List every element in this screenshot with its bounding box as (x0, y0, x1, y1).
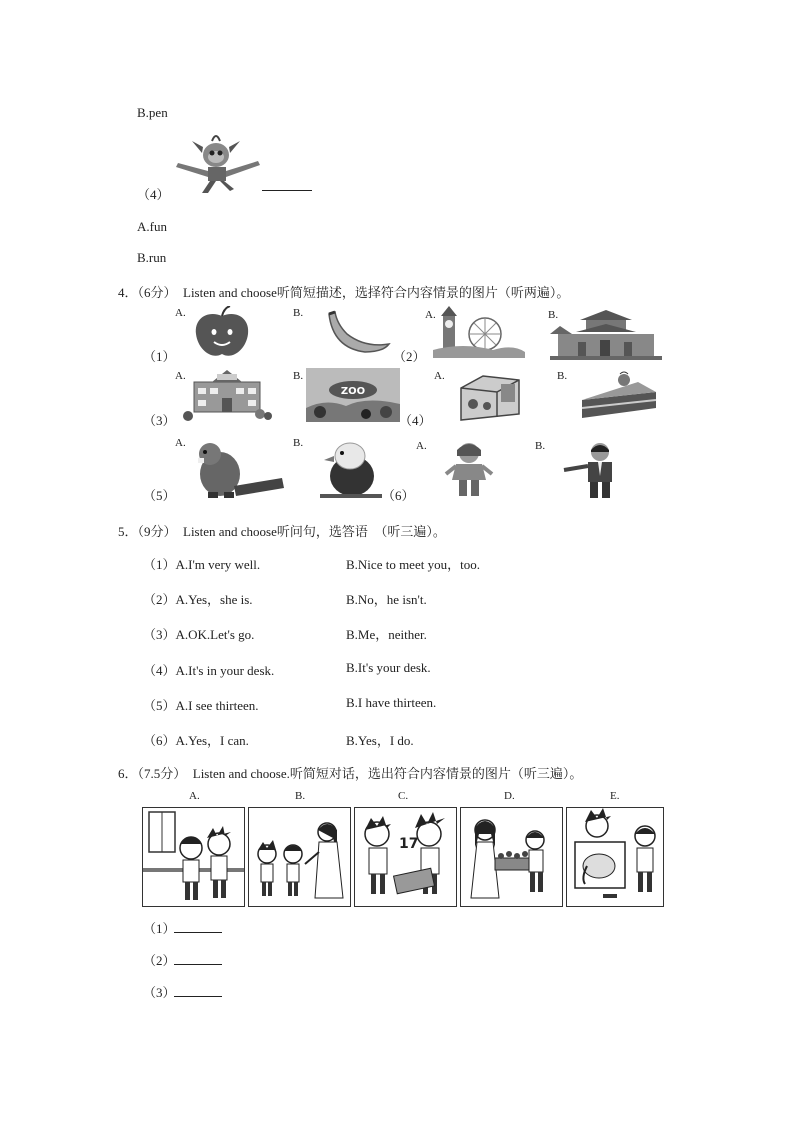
q4-item4-b-label: B. (557, 370, 568, 382)
clown-picture (172, 133, 264, 195)
zoo-picture[interactable] (306, 368, 400, 422)
panel-c-picture[interactable] (354, 807, 457, 907)
panel-b-picture[interactable] (248, 807, 351, 907)
big-ben-ferris-wheel-picture[interactable] (433, 306, 525, 358)
q4-item2-number: （2） (393, 349, 426, 364)
panel-c-number-text: 17 (399, 836, 419, 852)
panel-e-picture[interactable] (566, 807, 664, 907)
panel-b-label: B. (295, 790, 306, 802)
eagle-picture[interactable] (320, 440, 382, 498)
q4-item1-a-label: A. (175, 307, 186, 319)
man-picture[interactable] (560, 442, 626, 498)
apple-picture[interactable] (190, 306, 254, 360)
girl-picture[interactable] (442, 442, 496, 498)
q5-item1-option-a[interactable]: （1）A.I'm very well. (143, 557, 261, 572)
q4-item3-a-label: A. (175, 370, 186, 382)
q3-item4-blank[interactable] (262, 190, 312, 191)
option-b-pen: B.pen (137, 105, 168, 120)
q6-answer2-number: （2） (143, 953, 176, 968)
q5-item4-option-a[interactable]: （4）A.It's in your desk. (143, 663, 275, 678)
banana-picture[interactable] (325, 308, 391, 356)
q6-answer3-blank[interactable] (174, 982, 222, 997)
q5-item6-option-a[interactable]: （6）A.Yes，I can. (143, 733, 249, 748)
q4-heading: 4．（6分） Listen and choose听简短描述，选择符合内容情景的图片（听两遍）。 (118, 285, 570, 300)
panel-c-label: C. (398, 790, 409, 802)
q4-item2-b-label: B. (548, 309, 559, 321)
q5-item3-option-a[interactable]: （3）A.OK.Let's go. (143, 627, 255, 642)
q3-item4-number: （4） (137, 187, 170, 202)
q4-item4-number: （4） (399, 413, 432, 428)
q6-answer2-blank[interactable] (174, 950, 222, 965)
q4-item3-number: （3） (143, 413, 176, 428)
school-picture[interactable] (182, 368, 272, 424)
q5-heading: 5．（9分） Listen and choose听问句，选答语 （听三遍）。 (118, 524, 446, 539)
panel-e-label: E. (610, 790, 620, 802)
q5-item2-option-a[interactable]: （2）A.Yes，she is. (143, 592, 253, 607)
q6-answer3-number: （3） (143, 985, 176, 1000)
milk-carton-picture[interactable] (455, 370, 525, 424)
option-b-run: B.run (137, 250, 167, 265)
q4-item2-a-label: A. (425, 309, 436, 321)
q4-item1-b-label: B. (293, 307, 304, 319)
q5-item1-option-b[interactable]: B.Nice to meet you，too. (346, 557, 480, 572)
zoo-sign-text: ZOO (340, 386, 366, 397)
q4-item5-b-label: B. (293, 437, 304, 449)
panel-d-label: D. (504, 790, 515, 802)
q6-heading: 6．（7.5分） Listen and choose.听简短对话，选出符合内容情景的图片（听三遍）。 (118, 766, 583, 781)
panel-a-picture[interactable] (142, 807, 245, 907)
q5-item4-option-b[interactable]: B.It's your desk. (346, 660, 431, 675)
cake-picture[interactable] (578, 370, 660, 422)
tiananmen-picture[interactable] (550, 306, 662, 360)
panel-d-picture[interactable] (460, 807, 563, 907)
q4-item6-b-label: B. (535, 440, 546, 452)
q5-item3-option-b[interactable]: B.Me，neither. (346, 627, 427, 642)
q6-answer1-number: （1） (143, 921, 176, 936)
q5-item6-option-b[interactable]: B.Yes，I do. (346, 733, 414, 748)
q4-item3-b-label: B. (293, 370, 304, 382)
q5-item5-option-b[interactable]: B.I have thirteen. (346, 695, 437, 710)
panel-a-label: A. (189, 790, 200, 802)
option-a-fun: A.fun (137, 219, 167, 234)
q4-item5-a-label: A. (175, 437, 186, 449)
q5-item2-option-b[interactable]: B.No，he isn't. (346, 592, 427, 607)
q4-item4-a-label: A. (434, 370, 445, 382)
beaver-picture[interactable] (190, 440, 286, 498)
q6-answer1-blank[interactable] (174, 918, 222, 933)
q4-item6-number: （6） (382, 488, 415, 503)
q5-item5-option-a[interactable]: （5）A.I see thirteen. (143, 698, 259, 713)
q4-item5-number: （5） (143, 488, 176, 503)
q4-item6-a-label: A. (416, 440, 427, 452)
q4-item1-number: （1） (143, 349, 176, 364)
